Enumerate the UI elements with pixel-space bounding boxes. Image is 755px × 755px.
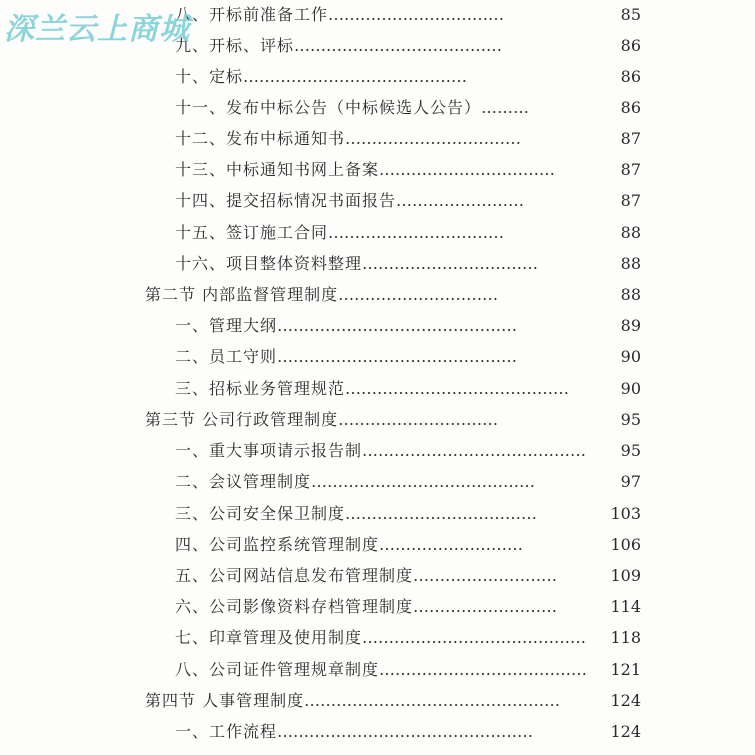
toc-entry xyxy=(175,31,502,61)
toc-entry-leader: …………………………………… xyxy=(345,379,570,398)
toc-entry xyxy=(175,655,587,685)
toc-entry-title: 八、开标前准备工作 xyxy=(175,5,329,24)
toc-entry xyxy=(175,311,517,341)
toc-entry xyxy=(175,155,555,185)
toc-page-number: 95 xyxy=(620,410,641,429)
toc-entry xyxy=(175,0,504,30)
toc-entry-leader: ………………………………… xyxy=(294,36,503,55)
toc-page-number: 88 xyxy=(620,254,641,273)
toc-entry-title: 二、会议管理制度 xyxy=(175,472,312,491)
toc-section-entry xyxy=(145,686,560,716)
toc-page-number: 103 xyxy=(610,504,641,523)
toc-entry-leader: ……………………………… xyxy=(345,504,538,523)
toc-entry-title: 四、公司监控系统管理制度 xyxy=(175,535,380,554)
toc-entry xyxy=(175,218,504,248)
toc-entry-leader: ………………………………………… xyxy=(304,691,561,710)
toc-page-number: 90 xyxy=(620,379,641,398)
toc-entry xyxy=(175,186,524,216)
toc-page-number: 87 xyxy=(620,191,641,210)
toc-page-number: 95 xyxy=(620,441,641,460)
toc-entry-title: 八、公司证件管理规章制度 xyxy=(175,660,380,679)
toc-page-number: 86 xyxy=(620,36,641,55)
toc-entry-title: 二、员工守则 xyxy=(175,347,278,366)
toc-entry-leader: …………………………… xyxy=(362,254,539,273)
toc-page-number: 114 xyxy=(610,597,641,616)
toc-entry-leader: ……………………… xyxy=(413,566,558,585)
toc-entry-title: 三、招标业务管理规范 xyxy=(175,379,346,398)
toc-page-number: 85 xyxy=(620,5,641,24)
toc-entry-leader: ……………………………………… xyxy=(277,347,518,366)
toc-page-number: 88 xyxy=(620,223,641,242)
toc-entry-leader: …………………………………… xyxy=(362,628,587,647)
toc-page-number: 88 xyxy=(620,285,641,304)
toc-entry-leader: …………………………… xyxy=(345,129,522,148)
toc-entry-leader: …………………………………… xyxy=(243,67,468,86)
toc-entry-title: 三、公司安全保卫制度 xyxy=(175,504,346,523)
toc-entry-title: 一、重大事项请示报告制 xyxy=(175,441,363,460)
toc-entry xyxy=(175,592,557,622)
toc-entry xyxy=(175,436,586,466)
toc-page-number: 90 xyxy=(620,347,641,366)
toc-entry-leader: ……………………………………… xyxy=(277,316,518,335)
toc-entry-title: 十四、提交招标情况书面报告 xyxy=(175,191,397,210)
toc-entry-title: 五、公司网站信息发布管理制度 xyxy=(175,566,414,585)
toc-entry-leader: ………………………………… xyxy=(379,660,588,679)
toc-entry-leader: ……………………… xyxy=(413,597,558,616)
toc-entry-title: 九、开标、评标 xyxy=(175,36,295,55)
toc-page-number: 109 xyxy=(610,566,641,585)
toc-entry-title: 第四节 人事管理制度 xyxy=(145,691,305,710)
toc-entry-leader: ………………………… xyxy=(338,410,499,429)
toc-page-number: 86 xyxy=(620,67,641,86)
toc-section-entry xyxy=(145,405,498,435)
toc-page-number: 86 xyxy=(620,98,641,117)
toc-entry-leader: ……………………… xyxy=(379,535,524,554)
toc-entry-title: 六、公司影像资料存档管理制度 xyxy=(175,597,414,616)
toc-entry xyxy=(175,124,521,154)
toc-page-number: 87 xyxy=(620,129,641,148)
toc-entry-leader: …………………………… xyxy=(379,160,556,179)
toc-page-number: 89 xyxy=(620,316,641,335)
toc-page-number: 124 xyxy=(610,722,641,741)
toc-entry-leader: …………………………… xyxy=(328,5,505,24)
toc-page-number: 106 xyxy=(610,535,641,554)
toc-page-number: 121 xyxy=(610,660,641,679)
toc-entry-title: 十三、中标通知书网上备案 xyxy=(175,160,380,179)
toc-entry xyxy=(175,530,523,560)
toc-entry-leader: …………………………… xyxy=(328,223,505,242)
toc-entry xyxy=(175,623,586,653)
toc-entry-title: 一、管理大纲 xyxy=(175,316,278,335)
toc-entry-leader: …………………………………… xyxy=(362,441,587,460)
toc-page-number: 97 xyxy=(620,472,641,491)
toc-entry xyxy=(175,342,517,372)
watermark-logo-text: 深兰云上商城 xyxy=(4,12,190,47)
toc-entry xyxy=(175,717,533,747)
toc-entry xyxy=(175,561,557,591)
toc-entry-leader: ………………………… xyxy=(338,285,499,304)
toc-entry-title: 十六、项目整体资料整理 xyxy=(175,254,363,273)
toc-page-number: 87 xyxy=(620,160,641,179)
toc-entry-title: 十二、发布中标通知书 xyxy=(175,129,346,148)
toc-page-number: 124 xyxy=(610,691,641,710)
toc-entry-title: 十、定标 xyxy=(175,67,244,86)
toc-entry-title: 一、工作流程 xyxy=(175,722,278,741)
toc-entry xyxy=(175,93,529,123)
toc-entry-title: 十一、发布中标公告（中标候选人公告） xyxy=(175,98,482,117)
toc-entry xyxy=(175,467,535,497)
toc-entry-leader: …………………… xyxy=(396,191,525,210)
toc-entry xyxy=(175,62,467,92)
toc-page-number: 118 xyxy=(610,628,641,647)
toc-entry-leader: …………………………………… xyxy=(311,472,536,491)
toc-entry-leader: ……… xyxy=(481,98,530,117)
toc-entry-title: 第二节 内部监督管理制度 xyxy=(145,285,339,304)
toc-entry xyxy=(175,249,538,279)
toc-entry xyxy=(175,499,537,529)
toc-entry-leader: ………………………………………… xyxy=(277,722,534,741)
toc-entry-title: 十五、签订施工合同 xyxy=(175,223,329,242)
toc-entry xyxy=(175,374,569,404)
toc-section-entry xyxy=(145,280,498,310)
toc-entry-title: 七、印章管理及使用制度 xyxy=(175,628,363,647)
toc-entry-title: 第三节 公司行政管理制度 xyxy=(145,410,339,429)
